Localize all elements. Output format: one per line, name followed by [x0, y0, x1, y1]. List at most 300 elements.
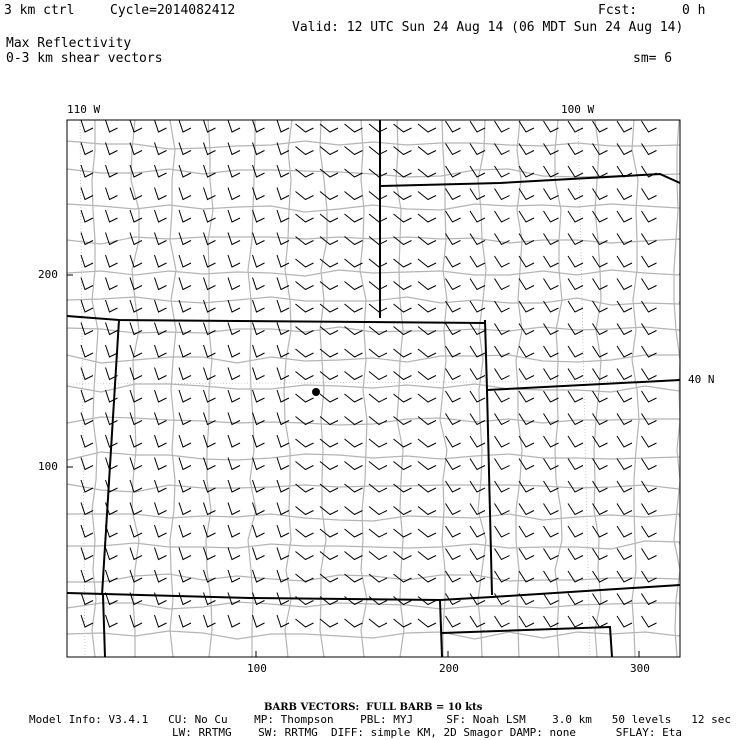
wind-barb	[568, 549, 583, 560]
wind-barb	[418, 304, 436, 312]
wind-barb	[642, 121, 657, 132]
wind-barb	[394, 259, 412, 267]
wind-barb	[204, 548, 216, 560]
wind-barb	[593, 189, 608, 200]
wind-barb	[320, 192, 338, 200]
wind-barb	[418, 259, 436, 267]
wind-barb	[418, 462, 436, 470]
wind-barb	[394, 282, 412, 290]
wind-barb	[277, 210, 289, 222]
wind-barb	[345, 462, 363, 470]
wind-barb	[470, 166, 485, 177]
wind-barb	[369, 169, 387, 177]
wind-barb	[495, 481, 510, 492]
smoothing-label: sm= 6	[633, 51, 673, 66]
wind-barb	[642, 211, 657, 222]
wind-barb	[228, 120, 240, 132]
wind-barb	[296, 304, 314, 312]
wind-barb	[253, 143, 265, 155]
model-info-line2: LW: RRTMG SW: RRTMG DIFF: simple KM, 2D Smagor DAMP: none SFLAY: Eta	[172, 726, 682, 739]
wind-barb	[345, 372, 363, 380]
wind-barb	[81, 368, 93, 380]
county-line	[67, 602, 680, 609]
wind-barb	[253, 278, 265, 290]
county-line	[92, 120, 98, 657]
wind-barb	[470, 121, 485, 132]
wind-barb	[495, 369, 510, 380]
wind-barb	[369, 439, 387, 447]
wind-barb	[369, 417, 387, 425]
wind-barb	[568, 526, 583, 537]
wind-barb	[519, 526, 534, 537]
wind-barb	[130, 458, 142, 470]
wind-barb	[277, 120, 289, 132]
wind-barb	[228, 278, 240, 290]
wind-barb	[593, 391, 608, 402]
county-line	[674, 120, 680, 657]
wind-barb	[179, 278, 191, 290]
wind-barb	[155, 188, 167, 200]
wind-barb	[418, 372, 436, 380]
x-tick-200: 200	[439, 662, 459, 675]
wind-barb	[106, 345, 118, 357]
wind-barb	[642, 256, 657, 267]
wind-barb	[345, 214, 363, 222]
wind-barb	[277, 300, 289, 312]
wind-barb	[277, 525, 289, 537]
wind-barb	[155, 300, 167, 312]
wind-barb	[296, 529, 314, 537]
wind-barb	[593, 571, 608, 582]
wind-barb	[253, 255, 265, 267]
wind-barb	[228, 143, 240, 155]
wind-barb	[179, 188, 191, 200]
wind-barb	[253, 570, 265, 582]
wind-barb	[277, 390, 289, 402]
wind-barb	[470, 414, 485, 425]
wind-barb	[155, 413, 167, 425]
wind-barb	[345, 507, 363, 515]
wind-barb	[544, 549, 559, 560]
wind-barb	[345, 304, 363, 312]
wind-barb	[296, 394, 314, 402]
wind-barb	[369, 327, 387, 335]
wind-barb	[544, 166, 559, 177]
wind-barb	[369, 372, 387, 380]
wind-barb	[228, 233, 240, 245]
wind-barb	[179, 368, 191, 380]
wind-barb	[470, 256, 485, 267]
wind-barb	[369, 462, 387, 470]
wind-barb	[228, 503, 240, 515]
wind-barb	[568, 594, 583, 605]
wind-barb	[544, 121, 559, 132]
wind-barb	[495, 189, 510, 200]
wind-barb	[470, 369, 485, 380]
lon-label-110w: 110 W	[67, 103, 101, 116]
wind-barb	[369, 192, 387, 200]
wind-barb	[642, 279, 657, 290]
wind-barb	[446, 571, 461, 582]
city-marker	[312, 388, 320, 396]
wind-barb	[418, 507, 436, 515]
wind-barb	[81, 480, 93, 492]
wind-barb	[204, 525, 216, 537]
wind-barb	[617, 211, 632, 222]
wind-barb	[296, 349, 314, 357]
wind-barb	[470, 549, 485, 560]
wind-barb	[394, 214, 412, 222]
wind-barb	[418, 282, 436, 290]
wind-barb	[369, 484, 387, 492]
wind-barb	[495, 256, 510, 267]
wind-barb	[470, 144, 485, 155]
wind-barb	[320, 619, 338, 627]
wind-barb	[519, 414, 534, 425]
wind-barb	[495, 121, 510, 132]
wind-barb	[544, 616, 559, 627]
wind-barb	[81, 503, 93, 515]
wind-barb	[320, 417, 338, 425]
wind-barb	[568, 369, 583, 380]
county-line	[360, 120, 367, 657]
wind-barb	[296, 192, 314, 200]
wind-barb	[228, 300, 240, 312]
wind-barb	[320, 147, 338, 155]
wind-barb	[617, 571, 632, 582]
wind-barb	[204, 255, 216, 267]
wind-barb	[593, 414, 608, 425]
wind-barb	[446, 549, 461, 560]
wind-barb	[130, 480, 142, 492]
wind-barb	[369, 507, 387, 515]
wind-barb	[155, 548, 167, 560]
wind-barb	[130, 548, 142, 560]
wind-barb	[179, 255, 191, 267]
valid-time: Valid: 12 UTC Sun 24 Aug 14 (06 MDT Sun 24 Aug 14)	[292, 20, 684, 35]
wind-barb	[418, 529, 436, 537]
county-line	[67, 141, 680, 149]
wind-barb	[228, 480, 240, 492]
wind-barb	[179, 413, 191, 425]
wind-barb	[394, 147, 412, 155]
wind-barb	[568, 616, 583, 627]
wind-barb	[228, 548, 240, 560]
wind-barb	[155, 593, 167, 605]
wind-barb	[519, 346, 534, 357]
wind-barb	[155, 210, 167, 222]
barb-legend: BARB VECTORS: FULL BARB = 10 kts	[264, 702, 483, 713]
wind-barb	[495, 279, 510, 290]
wind-barb	[204, 480, 216, 492]
wind-barb	[369, 304, 387, 312]
wind-barb	[81, 278, 93, 290]
wind-barb	[617, 504, 632, 515]
wind-barb	[418, 192, 436, 200]
wind-barb	[568, 211, 583, 222]
wind-barb	[617, 189, 632, 200]
wind-barb	[369, 124, 387, 132]
wind-barb	[106, 458, 118, 470]
wind-barb	[155, 368, 167, 380]
wind-barb	[345, 417, 363, 425]
meridian-100w	[578, 120, 590, 657]
wind-barb	[642, 526, 657, 537]
wind-barb	[253, 120, 265, 132]
wind-barb	[106, 210, 118, 222]
wind-barb	[446, 346, 461, 357]
wind-barb	[394, 124, 412, 132]
wind-barb	[130, 278, 142, 290]
wind-barb	[519, 279, 534, 290]
wind-barb	[544, 369, 559, 380]
wind-barb	[544, 459, 559, 470]
wind-barb	[155, 525, 167, 537]
wind-barb	[106, 390, 118, 402]
wind-barb	[568, 121, 583, 132]
wind-barb	[369, 349, 387, 357]
wind-barb	[296, 552, 314, 560]
wind-barb	[179, 503, 191, 515]
wind-barb	[418, 147, 436, 155]
lat-label-40n: 40 N	[688, 373, 715, 386]
wind-barb	[446, 369, 461, 380]
wind-barb	[81, 435, 93, 447]
model-info-line1: Model Info: V3.4.1 CU: No Cu MP: Thompson PBL: MYJ SF: Noah LSM 3.0 km 50 levels 12 sec	[29, 713, 731, 726]
wind-barb	[81, 570, 93, 582]
wind-barb	[106, 188, 118, 200]
wind-barb	[81, 120, 93, 132]
wind-barb	[617, 549, 632, 560]
wind-barb	[204, 615, 216, 627]
wind-barb	[81, 615, 93, 627]
county-line	[67, 270, 680, 276]
wind-barb	[519, 211, 534, 222]
wind-barb	[519, 504, 534, 515]
state-border-colorado-north	[67, 316, 485, 323]
wind-barb	[179, 120, 191, 132]
wind-barb	[642, 459, 657, 470]
wind-barb	[179, 615, 191, 627]
wind-barb	[81, 143, 93, 155]
wind-barbs	[81, 120, 657, 627]
state-border-south-dakota	[380, 174, 680, 186]
wind-barb	[617, 346, 632, 357]
wind-barb	[470, 459, 485, 470]
wind-barb	[179, 390, 191, 402]
wind-barb	[155, 435, 167, 447]
wind-barb	[228, 435, 240, 447]
wind-barb	[642, 234, 657, 245]
wind-barb	[253, 480, 265, 492]
wind-barb	[155, 458, 167, 470]
wind-barb	[394, 304, 412, 312]
wind-barb	[568, 234, 583, 245]
wind-barb	[253, 525, 265, 537]
wind-barb	[495, 526, 510, 537]
wind-barb	[228, 188, 240, 200]
wind-barb	[519, 616, 534, 627]
county-line	[67, 355, 680, 363]
county-line	[67, 297, 680, 305]
wind-barb	[296, 507, 314, 515]
wind-barb	[155, 570, 167, 582]
wind-barb	[446, 391, 461, 402]
wind-barb	[320, 124, 338, 132]
wind-barb	[204, 503, 216, 515]
wind-barb	[369, 394, 387, 402]
wind-barb	[155, 255, 167, 267]
wind-barb	[642, 369, 657, 380]
wind-barb	[519, 189, 534, 200]
wind-barb	[568, 166, 583, 177]
wind-barb	[617, 616, 632, 627]
wind-barb	[253, 368, 265, 380]
wind-barb	[446, 324, 461, 335]
wind-barb	[617, 301, 632, 312]
wind-barb	[519, 391, 534, 402]
wind-barb	[155, 278, 167, 290]
wind-barb	[568, 256, 583, 267]
wind-barb	[106, 255, 118, 267]
wind-barb	[446, 504, 461, 515]
county-line	[594, 120, 601, 657]
wind-barb	[179, 548, 191, 560]
wind-barb	[446, 144, 461, 155]
fcst-label: Fcst:	[598, 3, 638, 18]
wind-barb	[519, 121, 534, 132]
wind-barb	[593, 526, 608, 537]
wind-barb	[394, 192, 412, 200]
wind-barb	[106, 413, 118, 425]
wind-barb	[228, 525, 240, 537]
wind-barb	[345, 282, 363, 290]
wind-barb	[228, 255, 240, 267]
wind-barb	[446, 436, 461, 447]
wind-barb	[369, 552, 387, 560]
wind-barb	[394, 394, 412, 402]
x-tick-100: 100	[247, 662, 267, 675]
wind-barb	[204, 435, 216, 447]
wind-barb	[345, 484, 363, 492]
wind-barb	[519, 549, 534, 560]
wind-barb	[106, 278, 118, 290]
wind-barb	[394, 372, 412, 380]
wind-barb	[106, 323, 118, 335]
wind-barb	[179, 525, 191, 537]
wind-barb	[155, 503, 167, 515]
wind-barb	[519, 481, 534, 492]
county-line	[284, 120, 292, 657]
wind-barb	[642, 616, 657, 627]
wind-barb	[204, 345, 216, 357]
wind-barb	[106, 548, 118, 560]
wind-barb	[204, 210, 216, 222]
wind-barb	[369, 282, 387, 290]
wind-barb	[495, 166, 510, 177]
wind-barb	[130, 615, 142, 627]
wind-barb	[446, 526, 461, 537]
wind-barb	[369, 214, 387, 222]
wind-barb	[106, 120, 118, 132]
county-line	[206, 120, 213, 657]
wind-barb	[519, 369, 534, 380]
wind-barb	[394, 484, 412, 492]
county-line	[67, 631, 680, 639]
wind-barb	[345, 259, 363, 267]
wind-barb	[155, 615, 167, 627]
wind-barb	[495, 391, 510, 402]
wind-barb	[345, 147, 363, 155]
wind-barb	[446, 256, 461, 267]
county-line	[67, 204, 680, 212]
wind-barb	[179, 435, 191, 447]
wind-barb	[228, 615, 240, 627]
wind-barb	[155, 120, 167, 132]
wind-barb	[81, 188, 93, 200]
wind-barb	[568, 391, 583, 402]
wind-barb	[544, 189, 559, 200]
wind-barb	[345, 349, 363, 357]
wind-barb	[642, 324, 657, 335]
wind-barb	[277, 255, 289, 267]
wind-barb	[81, 210, 93, 222]
wind-barb	[544, 526, 559, 537]
wind-barb	[544, 504, 559, 515]
wind-barb	[617, 369, 632, 380]
wind-barb	[544, 234, 559, 245]
wind-barb	[617, 144, 632, 155]
wind-barb	[345, 529, 363, 537]
state-border-utah-colorado	[102, 320, 119, 595]
wind-barb	[106, 165, 118, 177]
wind-barb	[296, 282, 314, 290]
wind-barb	[568, 346, 583, 357]
wind-barb	[130, 368, 142, 380]
wind-barb	[204, 120, 216, 132]
wind-barb	[470, 189, 485, 200]
wind-barb	[277, 368, 289, 380]
wind-barb	[495, 324, 510, 335]
wind-barb	[369, 597, 387, 605]
wind-barb	[155, 345, 167, 357]
wind-barb	[320, 529, 338, 537]
wind-barb	[495, 436, 510, 447]
wind-barb	[642, 436, 657, 447]
wind-barb	[155, 390, 167, 402]
wind-barb	[544, 594, 559, 605]
wind-barb	[228, 390, 240, 402]
y-tick-100: 100	[38, 460, 58, 473]
wind-barb	[277, 323, 289, 335]
wind-barb	[81, 255, 93, 267]
wind-barb	[204, 593, 216, 605]
wind-barb	[179, 570, 191, 582]
wind-barb	[106, 525, 118, 537]
wind-barb	[568, 414, 583, 425]
wind-barb	[642, 571, 657, 582]
wind-barb	[320, 349, 338, 357]
wind-barb	[345, 192, 363, 200]
wind-barb	[253, 300, 265, 312]
wind-barb	[418, 439, 436, 447]
wind-barb	[418, 619, 436, 627]
wind-barb	[568, 459, 583, 470]
wind-barb	[617, 279, 632, 290]
wind-barb	[544, 211, 559, 222]
wind-barb	[345, 124, 363, 132]
wind-barb	[345, 394, 363, 402]
